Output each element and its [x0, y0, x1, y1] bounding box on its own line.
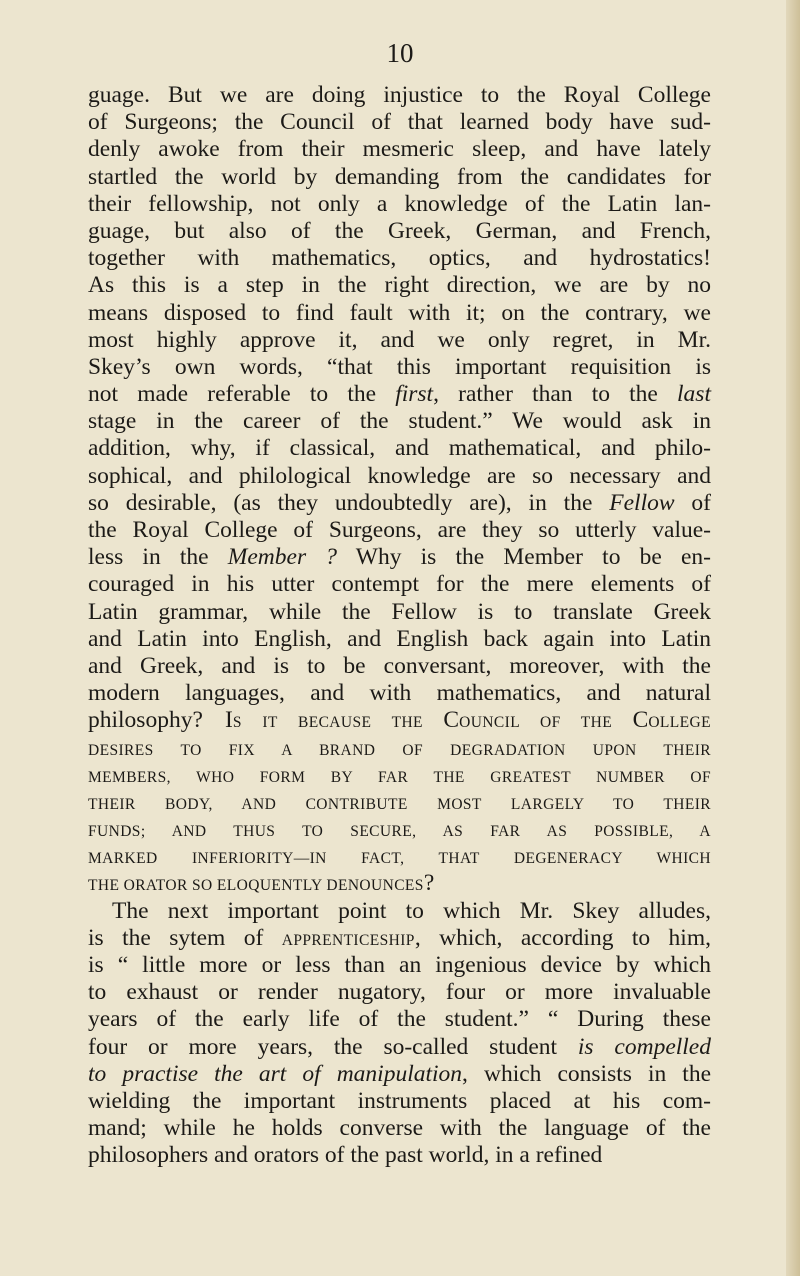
text-run: to exhaust or render nugatory, four or more invaluable — [88, 979, 711, 1006]
text-line — [88, 490, 711, 517]
small-caps-text: THE ORATOR SO ELOQUENTLY DENOUNCES — [88, 877, 424, 895]
text-run: is “ little more or less than an ingenious device by which — [88, 952, 711, 978]
text-run: and Latin into English, and English back again into Latin — [88, 625, 711, 652]
text-line — [88, 218, 711, 245]
small-caps-text: THEIR BODY, AND CONTRIBUTE MOST LARGELY TO THEIR — [88, 795, 711, 813]
italic-text: first — [395, 381, 434, 408]
text-line — [88, 544, 711, 571]
text-run: most highly approve it, and we only regret, in Mr. — [88, 326, 711, 353]
text-run: , rather than to the — [433, 381, 678, 408]
text-run: so desirable, (as they undoubtedly are), in the — [88, 489, 610, 516]
text-run: mand; while he holds converse with the language of the — [88, 1115, 711, 1142]
text-run: denly awoke from their mesmeric sleep, and have lately — [88, 136, 711, 163]
text-line — [88, 463, 711, 490]
text-line — [88, 245, 711, 272]
text-line — [88, 653, 711, 680]
text-line — [88, 1088, 711, 1115]
italic-text: Fellow — [609, 489, 675, 516]
italic-text: Member ? — [227, 544, 338, 571]
text-run: stage in the career of the student.” We would ask in — [88, 408, 711, 435]
text-line — [88, 925, 711, 952]
small-caps-text: OLLEGE — [648, 714, 711, 732]
text-run: addition, why, if classical, and mathematical, and philo- — [88, 435, 711, 462]
text-run: of Surgeons; the Council of that learned body have sud- — [88, 109, 711, 136]
italic-text: last — [677, 381, 711, 408]
text-run: years of the early life of the student.” “ During these — [88, 1006, 711, 1033]
text-run: , which, according to him, — [414, 924, 711, 951]
text-line — [88, 979, 711, 1006]
text-line — [88, 1142, 711, 1169]
text-line — [88, 680, 711, 707]
text-line — [88, 300, 711, 327]
text-line — [88, 1115, 711, 1142]
text-run: sophical, and philological knowledge are so necessary and — [88, 462, 711, 489]
small-caps-text: APPRENTICESHIP — [281, 931, 415, 949]
text-run: couraged in his utter contempt for the mere elements of — [88, 571, 711, 598]
text-run: , which consists in the — [462, 1060, 712, 1087]
text-line — [88, 952, 711, 979]
text-run: less in the — [88, 544, 228, 571]
text-line — [88, 82, 711, 109]
page-number: 10 — [386, 38, 414, 68]
text-line — [88, 735, 711, 762]
italic-text: is compelled — [577, 1033, 711, 1060]
text-run: Why is the Member to be en- — [337, 544, 711, 571]
text-run: wielding the important instruments placed at his com- — [88, 1087, 711, 1114]
text-line — [88, 870, 711, 897]
page-edge-shadow — [786, 0, 800, 1276]
text-run: their fellowship, not only a knowledge of the Latin lan- — [88, 190, 711, 217]
text-line — [88, 164, 711, 191]
text-run: C — [632, 707, 649, 734]
text-line — [88, 517, 711, 544]
text-run: Skey’s own words, “that this important requisition is — [88, 353, 711, 380]
text-line — [88, 599, 711, 626]
text-run: is the sytem of — [88, 924, 282, 951]
text-line — [88, 1034, 711, 1061]
text-run: means disposed to find fault with it; on the contrary, we — [88, 299, 711, 326]
small-caps-text: FUNDS; AND THUS TO SECURE, AS FAR AS POSSIBLE, A — [88, 823, 711, 841]
text-run: guage. But we are doing injustice to the Royal College — [88, 82, 711, 108]
text-run: four or more years, the so-called student — [88, 1033, 578, 1060]
text-line — [88, 191, 711, 218]
small-caps-text: OUNCIL OF THE — [459, 714, 633, 732]
text-run: together with mathematics, optics, and hydrostatics! — [88, 245, 711, 272]
text-run: Latin grammar, while the Fellow is to translate Greek — [88, 598, 711, 625]
text-line — [88, 136, 711, 163]
text-run: As this is a step in the right direction, we are by no — [88, 272, 711, 299]
small-caps-text: S IT BECAUSE THE — [232, 714, 444, 732]
text-run: modern languages, and with mathematics, and natural — [88, 680, 711, 707]
text-run: philosophers and orators of the past world, in a refined — [88, 1142, 603, 1169]
text-line — [88, 408, 711, 435]
text-line — [88, 816, 711, 843]
text-run: C — [443, 707, 460, 734]
small-caps-text: MARKED INFERIORITY—IN FACT, THAT DEGENERACY WHICH — [88, 850, 711, 868]
text-run: The next important point to which Mr. Skey alludes, — [112, 897, 711, 924]
text-line — [88, 272, 711, 299]
text-line — [88, 327, 711, 354]
body-text — [88, 82, 711, 1170]
text-line — [88, 354, 711, 381]
text-line — [88, 707, 711, 734]
text-run: startled the world by demanding from the candidates for — [88, 163, 711, 190]
text-run: philosophy? I — [88, 707, 233, 734]
italic-text: to practise the art of manipulation — [88, 1060, 463, 1087]
text-line — [88, 1061, 711, 1088]
text-run: guage, but also of the Greek, German, and French, — [88, 217, 711, 244]
small-caps-text: DESIRES TO FIX A BRAND OF DEGRADATION UPON THEIR — [88, 741, 711, 759]
text-run: ? — [423, 870, 435, 897]
text-line — [88, 571, 711, 598]
text-line — [88, 435, 711, 462]
text-line — [88, 1006, 711, 1033]
text-line — [88, 762, 711, 789]
text-line — [88, 109, 711, 136]
text-run: not made referable to the — [88, 381, 396, 408]
text-line — [88, 789, 711, 816]
text-run: and Greek, and is to be conversant, moreover, with the — [88, 652, 711, 679]
text-line — [88, 381, 711, 408]
text-line — [88, 626, 711, 653]
text-run: of — [674, 489, 711, 516]
text-line — [88, 843, 711, 870]
small-caps-text: MEMBERS, WHO FORM BY FAR THE GREATEST NUMBER OF — [88, 768, 711, 786]
text-line — [88, 898, 711, 925]
text-run: the Royal College of Surgeons, are they so utterly value- — [88, 517, 711, 543]
